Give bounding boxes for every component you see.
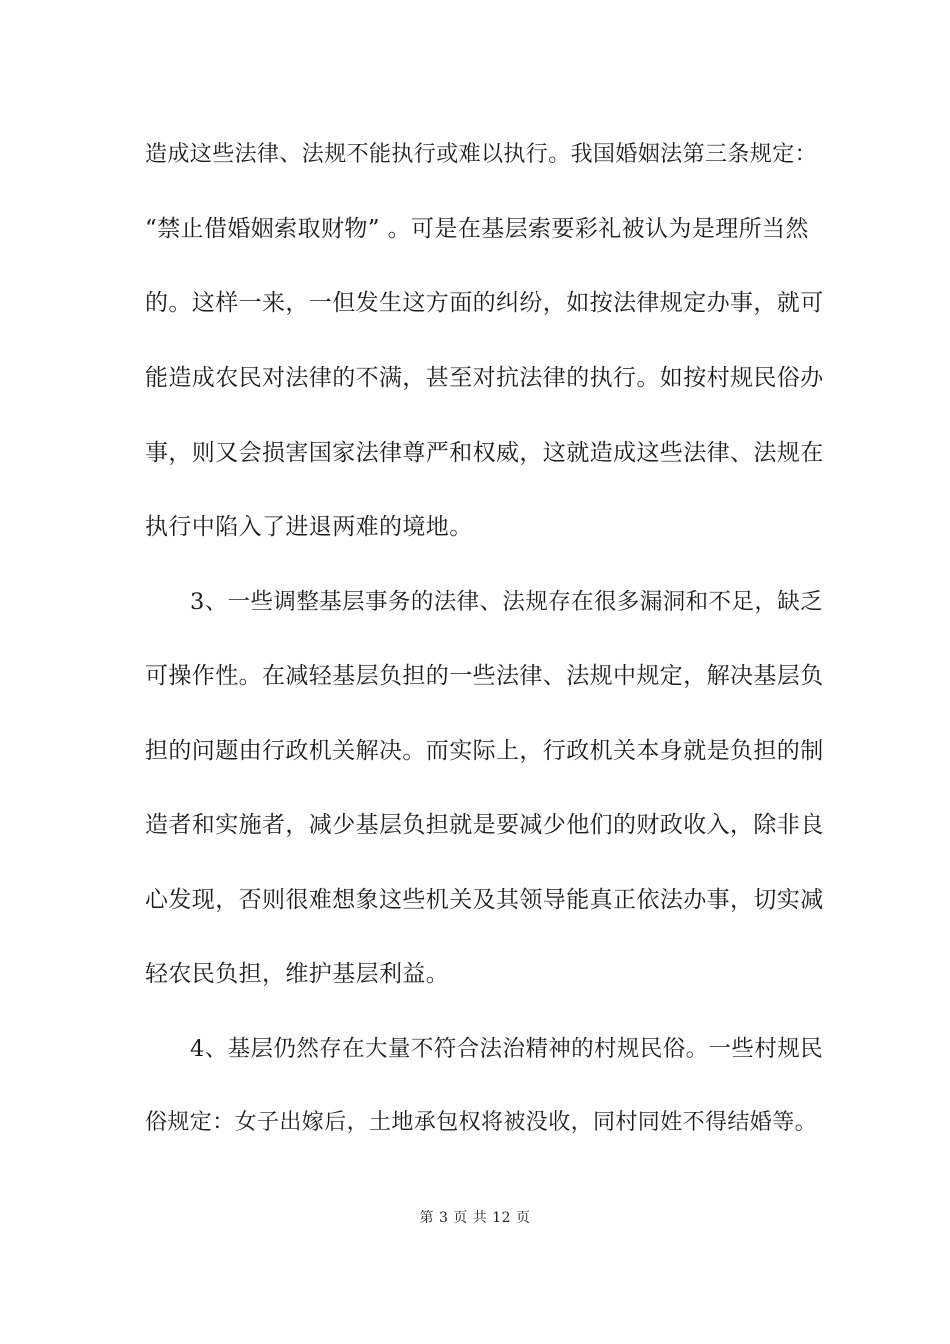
paragraph-start-line: 4、基层仍然存在大量不符合法治精神的村规民俗。一些村规民: [190, 1036, 824, 1062]
text-line: “禁止借婚姻索取财物” 。可是在基层索要彩礼被认为是理所当然: [145, 216, 809, 242]
text-line: 担的问题由行政机关解决。而实际上，行政机关本身就是负担的制: [145, 738, 824, 764]
text-line: 心发现，否则很难想象这些机关及其领导能真正依法办事，切实减: [145, 887, 824, 913]
page-number-footer: 第 3 页 共 12 页: [419, 1210, 531, 1226]
text-line: 事，则又会损害国家法律尊严和权威，这就造成这些法律、法规在: [145, 440, 824, 466]
text-line: 造成这些法律、法规不能执行或难以执行。我国婚姻法第三条规定：: [145, 142, 818, 167]
text-line: 造者和实施者，减少基层负担就是要减少他们的财政收入，除非良: [145, 812, 824, 838]
text-line: 俗规定：女子出嫁后，土地承包权将被没收，同村同姓不得结婚等。: [145, 1110, 818, 1135]
text-line: 可操作性。在减轻基层负担的一些法律、法规中规定，解决基层负: [145, 663, 824, 689]
text-line: 的。这样一来，一但发生这方面的纠纷，如按法律规定办事，就可: [145, 290, 824, 316]
paragraph-start-line: 3、一些调整基层事务的法律、法规存在很多漏洞和不足，缺乏: [190, 589, 824, 615]
text-line: 能造成农民对法律的不满，甚至对抗法律的执行。如按村规民俗办: [145, 365, 824, 391]
text-line: 执行中陷入了进退两难的境地。: [145, 514, 473, 540]
text-line: 轻农民负担，维护基层利益。: [145, 961, 450, 987]
